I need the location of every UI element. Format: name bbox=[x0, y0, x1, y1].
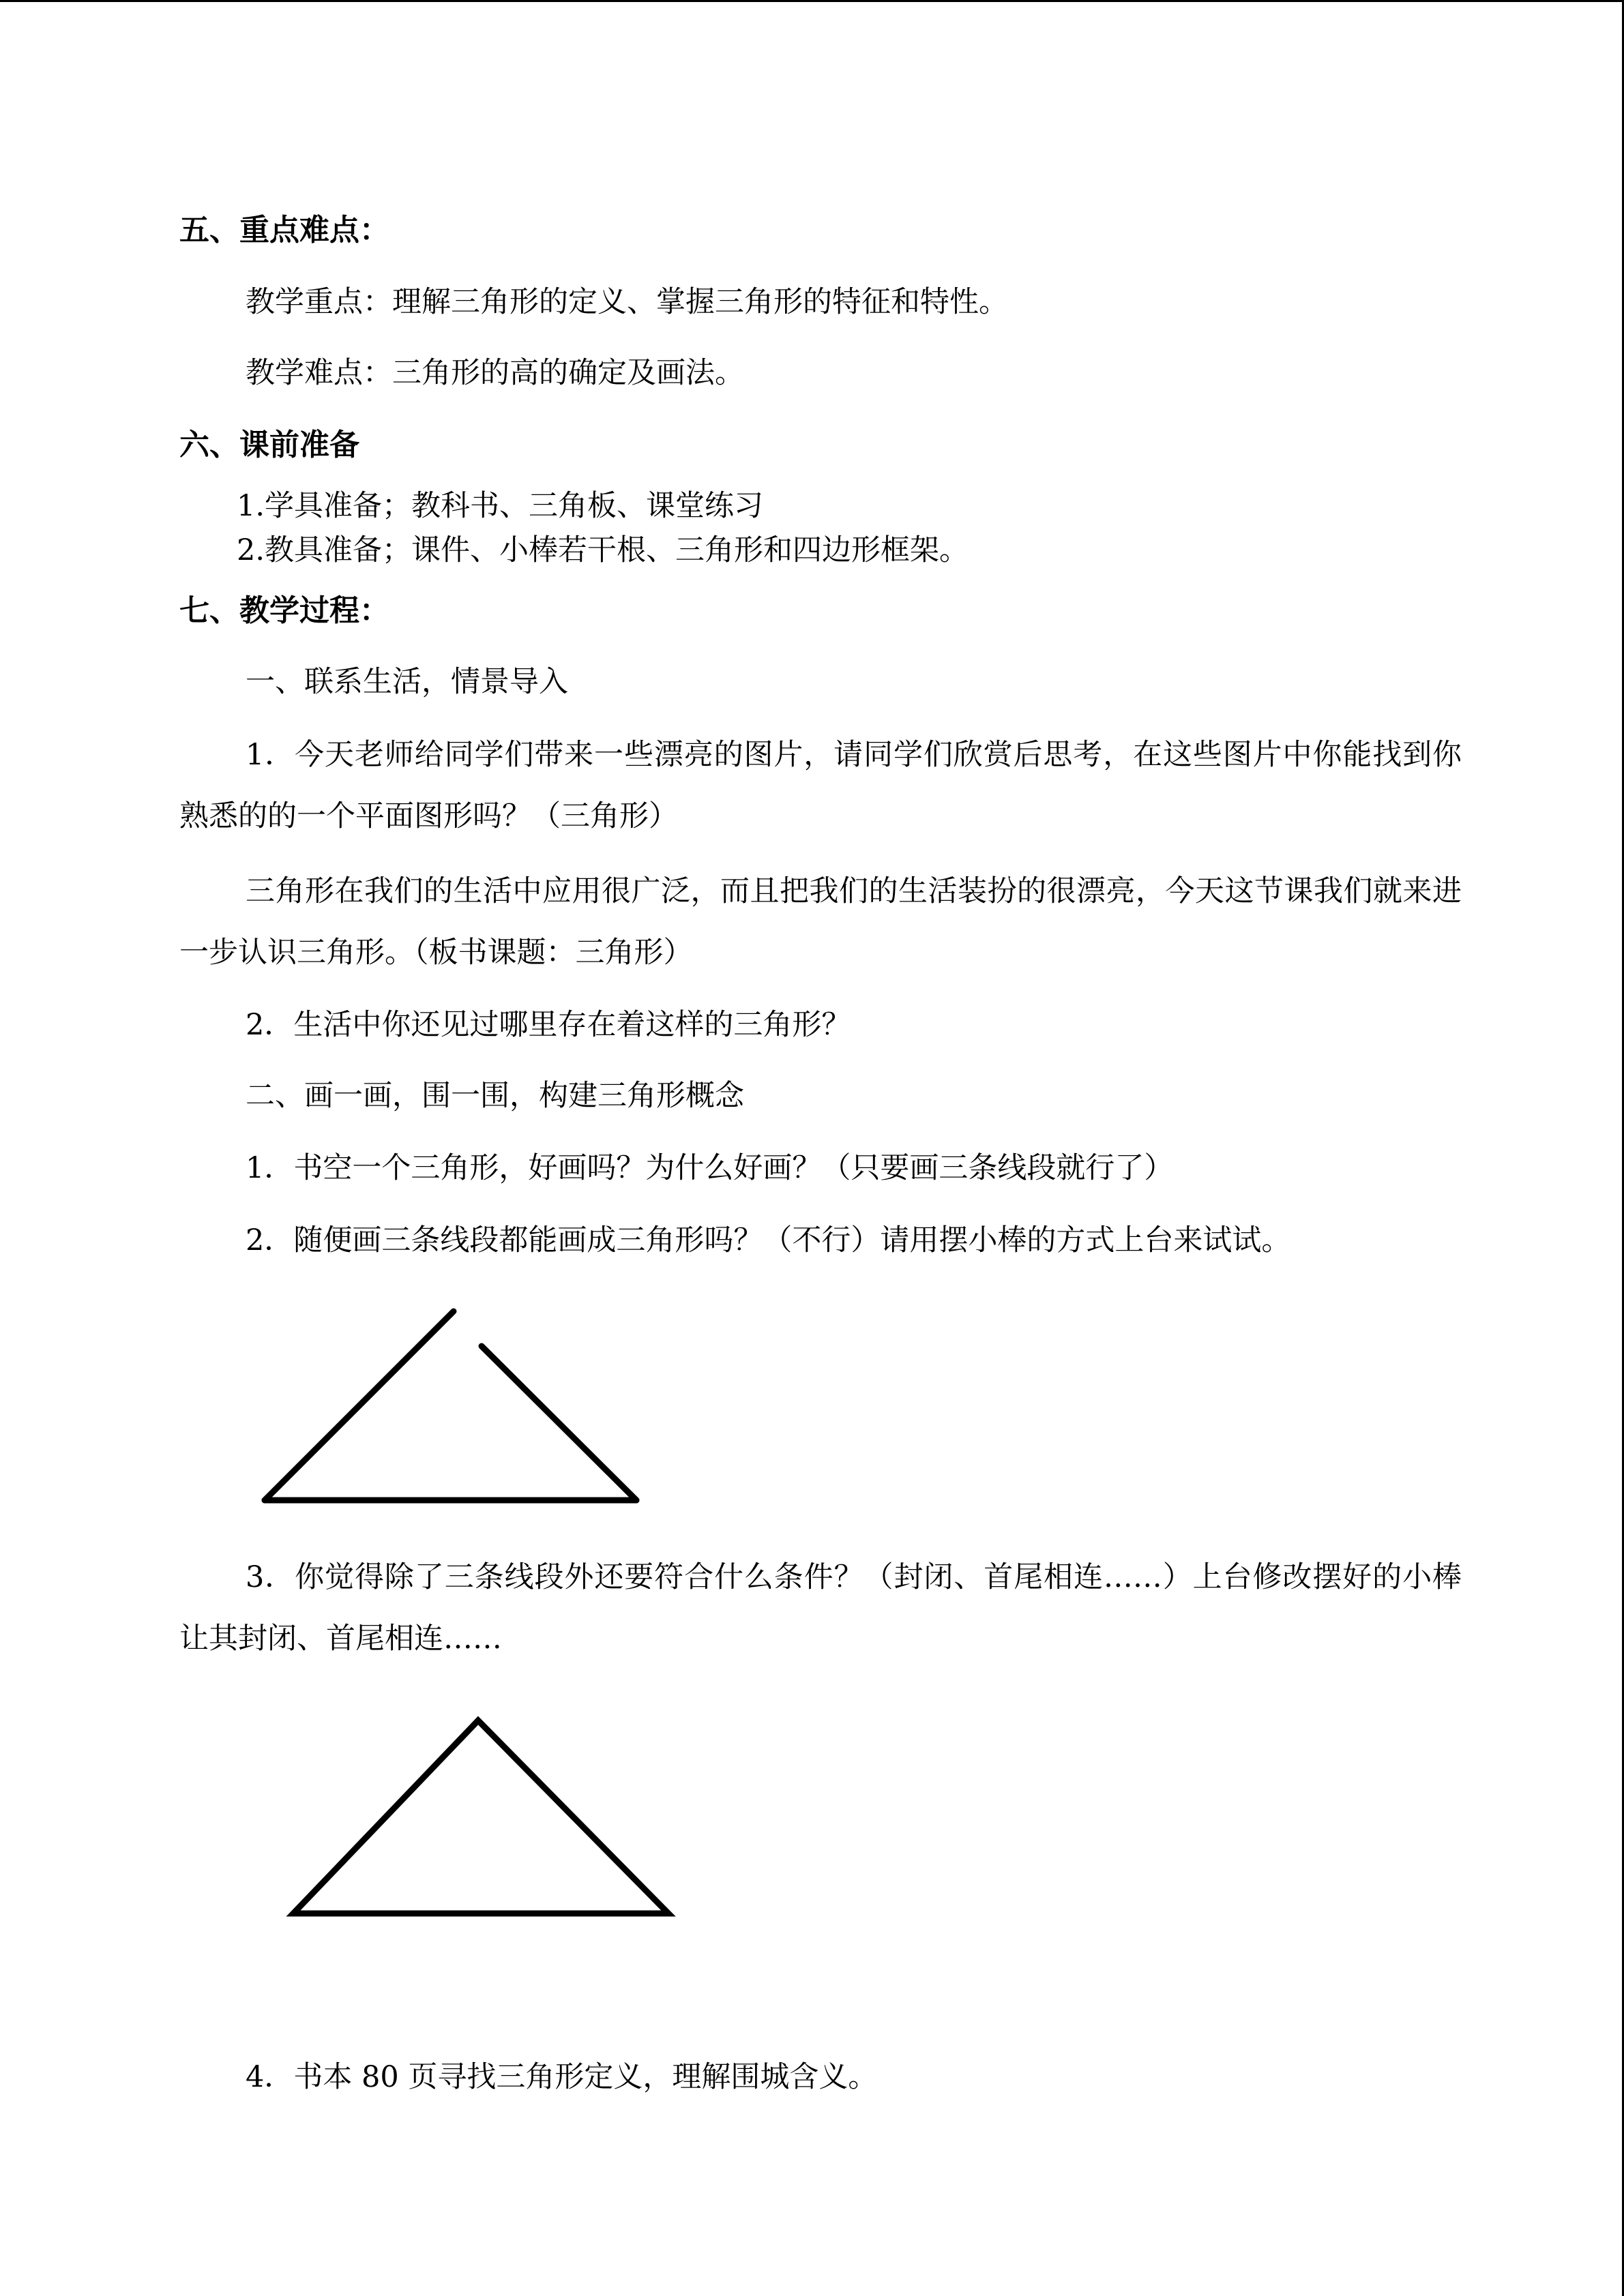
paragraph-3: 2．生活中你还见过哪里存在着这样的三角形？ bbox=[246, 1008, 851, 1042]
section7-heading: 七、教学过程： bbox=[179, 593, 389, 628]
key-point-text: 教学重点：理解三角形的定义、掌握三角形的特征和特性。 bbox=[246, 285, 1008, 319]
question-3: 3．你觉得除了三条线段外还要符合什么条件？（封闭、首尾相连……）上台修改摆好的小棒让其封闭、首尾相连…… bbox=[179, 1560, 1462, 1656]
part2-title: 二、画一画，围一围，构建三角形概念 bbox=[246, 1079, 744, 1113]
section5-heading: 五、重点难点： bbox=[179, 213, 389, 248]
closed-triangle bbox=[293, 1720, 668, 1913]
difficult-point-text: 教学难点：三角形的高的确定及画法。 bbox=[246, 356, 744, 390]
question-4: 4．书本 80 页寻找三角形定义，理解围城含义。 bbox=[246, 2060, 878, 2094]
section6-heading: 六、课前准备 bbox=[179, 428, 359, 462]
part1-title: 一、联系生活，情景导入 bbox=[246, 665, 568, 699]
prep-item-teacher: 2.教具准备；课件、小棒若干根、三角形和四边形框架。 bbox=[237, 533, 969, 567]
prep-item-students: 1.学具准备；教科书、三角板、课堂练习 bbox=[237, 489, 764, 523]
paragraph-1: 1．今天老师给同学们带来一些漂亮的图片，请同学们欣赏后思考，在这些图片中你能找到你熟悉的的一个平面图形吗？（三角形） bbox=[179, 738, 1462, 833]
paragraph-2: 三角形在我们的生活中应用很广泛，而且把我们的生活装扮的很漂亮，今天这节课我们就来进一步认识三角形。（板书课题：三角形） bbox=[179, 874, 1462, 970]
question-1: 1．书空一个三角形，好画吗？为什么好画？（只要画三条线段就行了） bbox=[246, 1151, 1174, 1185]
question-2: 2．随便画三条线段都能画成三角形吗？（不行）请用摆小棒的方式上台来试试。 bbox=[246, 1223, 1291, 1257]
